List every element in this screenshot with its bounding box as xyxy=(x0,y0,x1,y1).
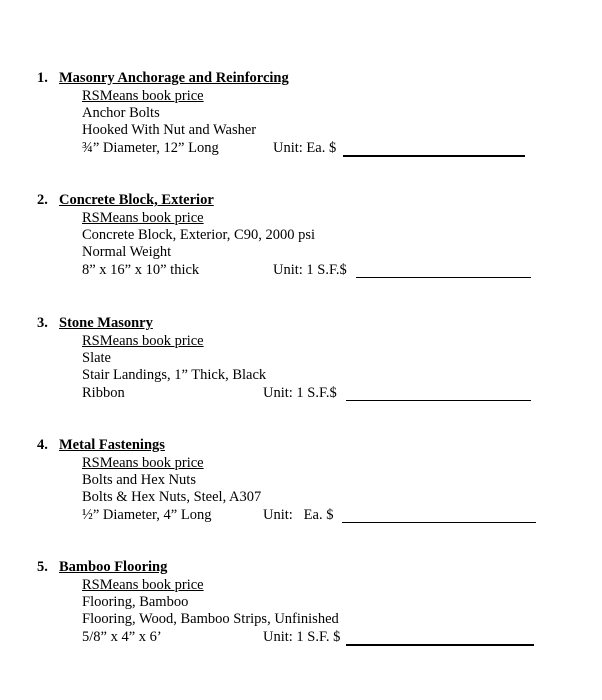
price-source: RSMeans book price xyxy=(82,455,204,471)
item-number: 2. xyxy=(37,192,48,208)
item-description: Stair Landings, 1” Thick, Black xyxy=(82,367,267,383)
price-source: RSMeans book price xyxy=(82,88,204,104)
item-spec: ½” Diameter, 4” Long xyxy=(82,507,212,523)
item-spec: 8” x 16” x 10” thick xyxy=(82,262,200,278)
item-title: Masonry Anchorage and Reinforcing xyxy=(59,70,289,86)
item-title: Concrete Block, Exterior xyxy=(59,192,214,208)
unit-label: Unit: 1 S.F.$ xyxy=(263,385,337,401)
item-description: Flooring, Bamboo xyxy=(82,594,189,610)
unit-label: Unit: Ea. $ xyxy=(263,507,334,523)
price-blank-line[interactable] xyxy=(346,400,531,401)
item-number: 1. xyxy=(37,70,48,86)
item-description: Slate xyxy=(82,350,111,366)
price-blank-line[interactable] xyxy=(346,644,534,646)
price-source: RSMeans book price xyxy=(82,577,204,593)
price-blank-line[interactable] xyxy=(356,277,531,278)
item-description: Bolts and Hex Nuts xyxy=(82,472,196,488)
item-title: Bamboo Flooring xyxy=(59,559,168,575)
unit-label: Unit: 1 S.F.$ xyxy=(273,262,347,278)
item-spec: Ribbon xyxy=(82,385,125,401)
item-description: Flooring, Wood, Bamboo Strips, Unfinished xyxy=(82,611,339,627)
item-title: Stone Masonry xyxy=(59,315,153,331)
price-source: RSMeans book price xyxy=(82,210,204,226)
price-blank-line[interactable] xyxy=(342,522,536,523)
item-description: Bolts & Hex Nuts, Steel, A307 xyxy=(82,489,262,505)
item-description: Normal Weight xyxy=(82,244,172,260)
item-number: 3. xyxy=(37,315,48,331)
item-description: Hooked With Nut and Washer xyxy=(82,122,257,138)
item-spec: 5/8” x 4” x 6’ xyxy=(82,629,162,645)
item-number: 5. xyxy=(37,559,48,575)
price-blank-line[interactable] xyxy=(343,155,525,157)
item-number: 4. xyxy=(37,437,48,453)
item-description: Concrete Block, Exterior, C90, 2000 psi xyxy=(82,227,315,243)
unit-label: Unit: 1 S.F. $ xyxy=(263,629,341,645)
price-source: RSMeans book price xyxy=(82,333,204,349)
item-title: Metal Fastenings xyxy=(59,437,165,453)
item-description: Anchor Bolts xyxy=(82,105,160,121)
unit-label: Unit: Ea. $ xyxy=(273,140,337,156)
item-spec: ¾” Diameter, 12” Long xyxy=(82,140,219,156)
